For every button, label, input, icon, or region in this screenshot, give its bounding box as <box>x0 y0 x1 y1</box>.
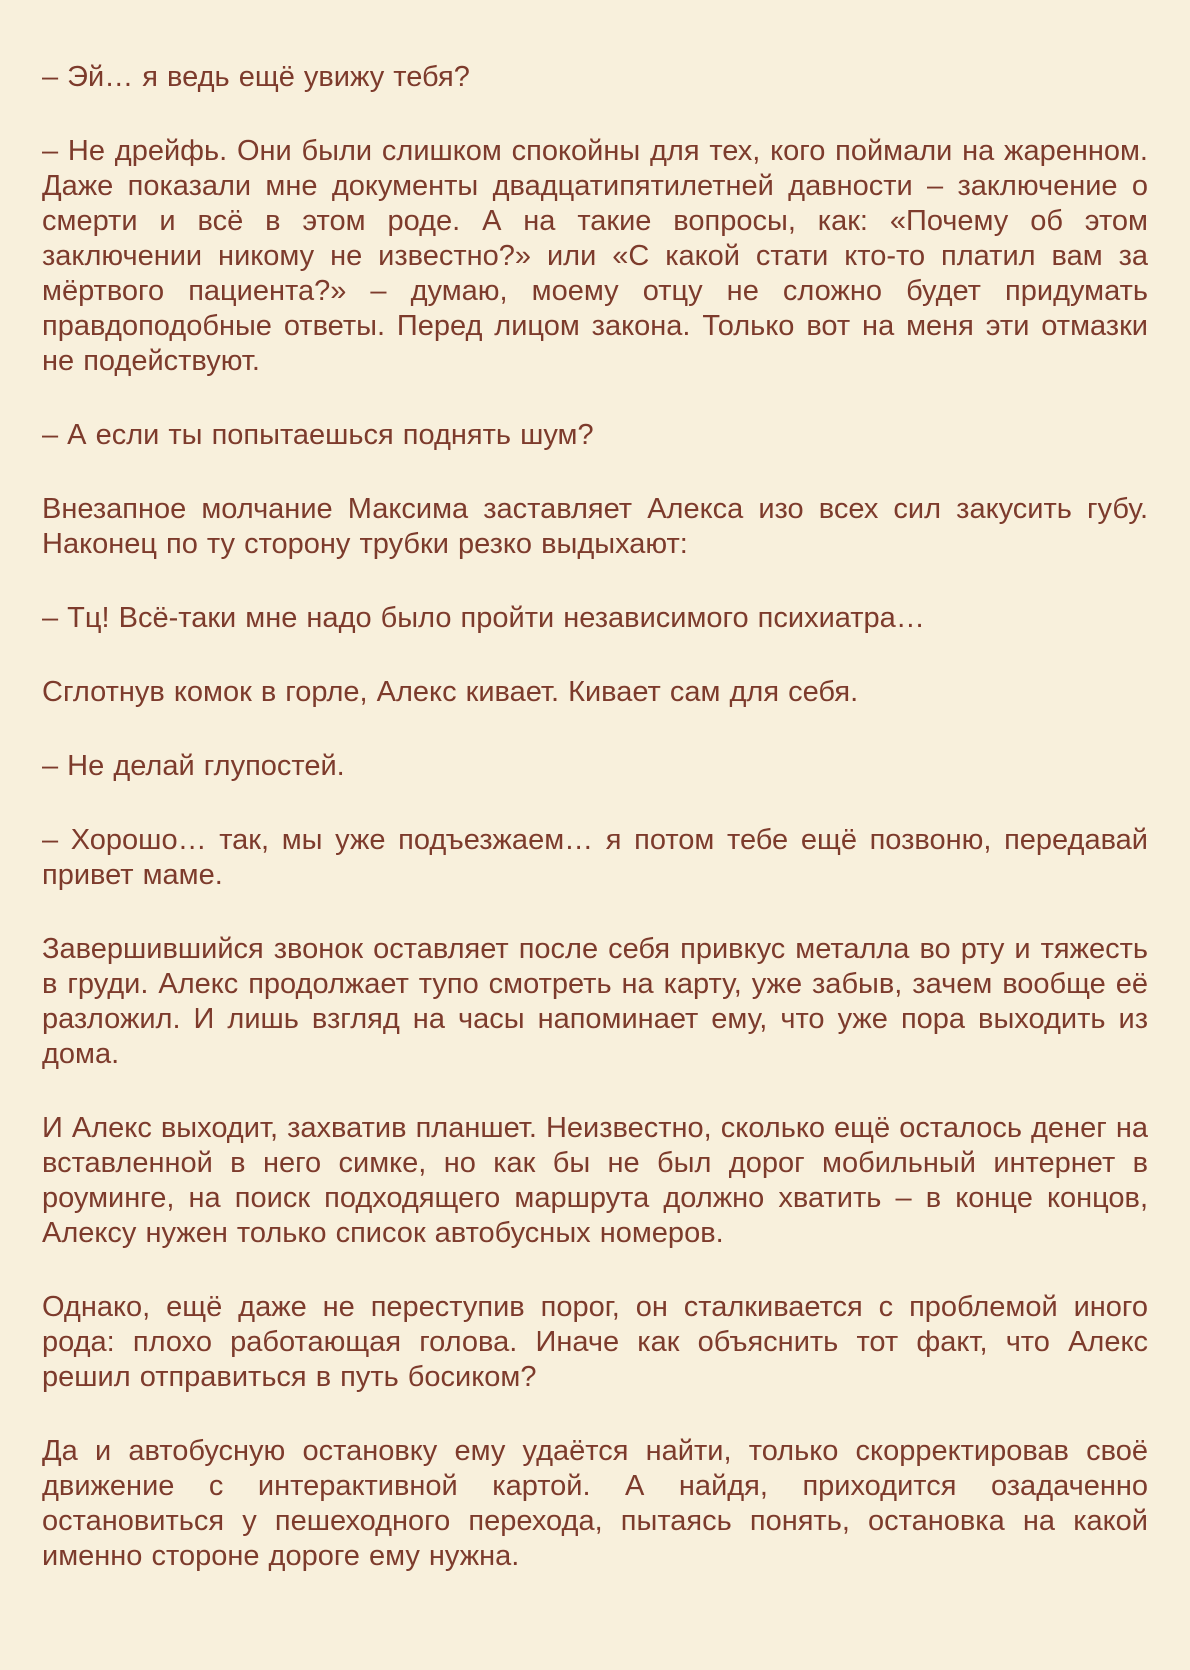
paragraph: – Не дрейфь. Они были слишком спокойны для тех, кого поймали на жаренном. Даже показали мне документы двадцатипятилетней давности – заключение о смерти и всё в этом роде. А на такие вопросы, как: «Почему об этом заключении никому не известно?» или «С какой стати кто-то платил вам за мёртвого пациента?» – думаю, моему отцу не сложно будет придумать правдоподобные ответы. Перед лицом закона. Только вот на меня эти отмазки не подействуют. <box>42 135 1148 377</box>
paragraph: – Хорошо… так, мы уже подъезжаем… я потом тебе ещё позвоню, передавай привет маме. <box>42 824 1148 891</box>
reader-text <box>42 60 1148 1574</box>
paragraph: – А если ты попытаешься поднять шум? <box>42 419 594 451</box>
paragraph: – Не делай глупостей. <box>42 750 345 782</box>
paragraph: Сглотнув комок в горле, Алекс кивает. Кивает сам для себя. <box>42 676 859 708</box>
paragraph: – Тц! Всё-таки мне надо было пройти независимого психиатра… <box>42 602 925 634</box>
paragraph: Однако, ещё даже не переступив порог, он сталкивается с проблемой иного рода: плохо работающая голова. Иначе как объяснить тот факт, что Алекс решил отправиться в путь босиком? <box>42 1291 1148 1393</box>
paragraph: – Эй… я ведь ещё увижу тебя? <box>42 61 470 93</box>
paragraph: Внезапное молчание Максима заставляет Алекса изо всех сил закусить губу. Наконец по ту сторону трубки резко выдыхают: <box>42 493 1148 560</box>
paragraph: Завершившийся звонок оставляет после себя привкус металла во рту и тяжесть в груди. Алекс продолжает тупо смотреть на карту, уже забыв, зачем вообще её разложил. И лишь взгляд на часы напоминает ему, что уже пора выходить из дома. <box>42 933 1148 1070</box>
paragraph: Да и автобусную остановку ему удаётся найти, только скорректировав своё движение с интерактивной картой. А найдя, приходится озадаченно остановиться у пешеходного перехода, пытаясь понять, остановка на какой именно стороне дороге ему нужна. <box>42 1435 1148 1572</box>
paragraph: И Алекс выходит, захватив планшет. Неизвестно, сколько ещё осталось денег на вставленной в него симке, но как бы не был дорог мобильный интернет в роуминге, на поиск подходящего маршрута должно хватить – в конце концов, Алексу нужен только список автобусных номеров. <box>42 1112 1148 1249</box>
